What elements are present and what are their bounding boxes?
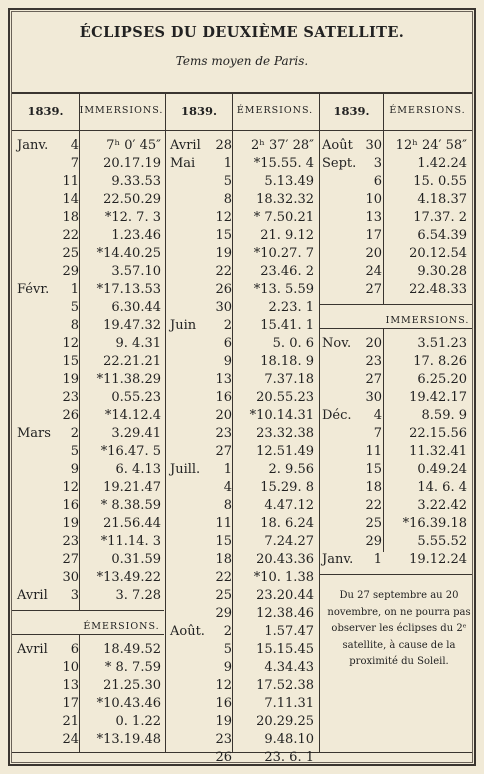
time-value: *12. 7. 3: [104, 210, 161, 225]
month-label: Déc.: [322, 408, 352, 423]
day-value: 13: [365, 210, 382, 225]
time-value: 3. 7.28: [115, 588, 161, 603]
time-value: 21.56.44: [103, 516, 161, 531]
day-value: 2: [223, 624, 232, 639]
day-value: 7: [373, 426, 382, 441]
month-label: Sept.: [322, 156, 357, 171]
time-value: 15.29. 8: [260, 480, 314, 495]
day-value: 13: [215, 372, 232, 387]
day-value: 12: [62, 336, 79, 351]
day-value: 1: [223, 462, 232, 477]
table-top-rule: [12, 92, 472, 94]
section-heading: IMMERSIONS.: [385, 315, 470, 326]
time-value: * 8.38.59: [100, 498, 161, 513]
day-value: 15: [62, 354, 79, 369]
time-value: 19.12.24: [409, 552, 467, 567]
day-value: 23: [215, 426, 232, 441]
section-heading: ÉMERSIONS.: [236, 105, 314, 116]
month-label: Avril: [17, 588, 48, 603]
time-value: 9. 4.31: [115, 336, 161, 351]
day-value: 16: [215, 390, 232, 405]
day-value: 22: [365, 498, 382, 513]
time-value: 19.42.17: [409, 390, 467, 405]
day-value: 6: [223, 336, 232, 351]
day-value: 26: [62, 408, 79, 423]
day-value: 26: [215, 750, 232, 765]
day-value: 3: [70, 588, 79, 603]
day-value: 12: [215, 678, 232, 693]
section-rule: [12, 634, 164, 635]
time-value: 18. 6.24: [260, 516, 314, 531]
month-label: Nov.: [322, 336, 352, 351]
time-value: 11.32.41: [409, 444, 467, 459]
day-value: 4: [223, 480, 232, 495]
day-value: 15: [215, 534, 232, 549]
time-value: 9.33.53: [111, 174, 161, 189]
day-value: 23: [365, 354, 382, 369]
section-divider: [383, 92, 384, 304]
section-rule: [320, 304, 472, 305]
time-value: 2.23. 1: [268, 300, 314, 315]
time-value: 3.57.10: [111, 264, 161, 279]
section-rule: [320, 328, 472, 329]
time-value: 17.37. 2: [413, 210, 467, 225]
day-value: 2: [70, 426, 79, 441]
time-value: 20.17.19: [103, 156, 161, 171]
time-value: 23.20.44: [256, 588, 314, 603]
month-label: Avril: [17, 642, 48, 657]
day-value: 12: [62, 480, 79, 495]
time-value: *14.40.25: [96, 246, 161, 261]
day-value: 22: [215, 264, 232, 279]
time-value: 2ʰ 37′ 28″: [250, 138, 314, 153]
section-heading: ÉMERSIONS.: [83, 621, 160, 632]
month-label: Févr.: [17, 282, 50, 297]
year-header: 1839.: [27, 104, 64, 118]
time-value: 8.59. 9: [421, 408, 467, 423]
time-value: 18.18. 9: [260, 354, 314, 369]
day-value: 25: [215, 588, 232, 603]
day-value: 9: [70, 462, 79, 477]
time-value: * 8. 7.59: [104, 660, 161, 675]
time-value: *10. 1.38: [253, 570, 314, 585]
time-value: 22.48.33: [409, 282, 467, 297]
time-value: 15. 0.55: [413, 174, 467, 189]
time-value: 0.55.23: [111, 390, 161, 405]
time-value: *10.14.31: [249, 408, 314, 423]
time-value: 12.51.49: [256, 444, 314, 459]
time-value: 1.23.46: [111, 228, 161, 243]
time-value: 12.38.46: [256, 606, 314, 621]
day-value: 2: [223, 318, 232, 333]
day-value: 8: [70, 318, 79, 333]
visibility-note: Du 27 septembre au 20 novembre, on ne pourra pas observer les éclipses du 2ᵉ satellite, à cause de la proximité du Soleil.: [327, 590, 471, 667]
day-value: 11: [62, 174, 79, 189]
section-heading: IMMERSIONS.: [79, 105, 164, 116]
page-subtitle: Tems moyen de Paris.: [175, 54, 309, 68]
day-value: 19: [215, 714, 232, 729]
time-value: 0.31.59: [111, 552, 161, 567]
day-value: 1: [223, 156, 232, 171]
day-value: 16: [62, 498, 79, 513]
day-value: 29: [215, 606, 232, 621]
time-value: 9.48.10: [264, 732, 314, 747]
time-value: 23.46. 2: [260, 264, 314, 279]
time-value: 4.34.43: [264, 660, 314, 675]
column-divider: [165, 92, 166, 752]
day-value: 4: [373, 408, 382, 423]
day-value: 29: [365, 534, 382, 549]
time-value: *16.47. 5: [100, 444, 161, 459]
day-value: 4: [70, 138, 79, 153]
time-value: *17.13.53: [96, 282, 161, 297]
day-value: 30: [365, 138, 382, 153]
time-value: 12ʰ 24′ 58″: [395, 138, 467, 153]
day-value: 18: [62, 210, 79, 225]
day-value: 1: [70, 282, 79, 297]
day-value: 19: [62, 516, 79, 531]
time-value: 3.22.42: [417, 498, 467, 513]
day-value: 5: [70, 300, 79, 315]
time-value: 18.49.52: [103, 642, 161, 657]
time-value: 6. 4.13: [115, 462, 161, 477]
day-value: 5: [223, 174, 232, 189]
year-header: 1839.: [180, 104, 217, 118]
time-value: 15.41. 1: [260, 318, 314, 333]
time-value: *16.39.18: [402, 516, 467, 531]
time-value: * 7.50.21: [253, 210, 314, 225]
time-value: 4.47.12: [264, 498, 314, 513]
time-value: 6.25.20: [417, 372, 467, 387]
day-value: 26: [215, 282, 232, 297]
day-value: 24: [365, 264, 382, 279]
day-value: 23: [215, 732, 232, 747]
day-value: 20: [365, 336, 382, 351]
time-value: 3.51.23: [417, 336, 467, 351]
day-value: 27: [365, 372, 382, 387]
time-value: 20.12.54: [409, 246, 467, 261]
section-divider: [79, 634, 80, 752]
day-value: 27: [365, 282, 382, 297]
time-value: 19.47.32: [103, 318, 161, 333]
time-value: 17.52.38: [256, 678, 314, 693]
day-value: 25: [365, 516, 382, 531]
time-value: 19.21.47: [103, 480, 161, 495]
column-divider: [319, 92, 320, 752]
time-value: 20.29.25: [256, 714, 314, 729]
day-value: 17: [62, 696, 79, 711]
month-label: Janv.: [17, 138, 49, 153]
time-value: 21.25.30: [103, 678, 161, 693]
time-value: 23.32.38: [256, 426, 314, 441]
day-value: 9: [223, 354, 232, 369]
time-value: 1.42.24: [417, 156, 467, 171]
note-rule: [320, 574, 472, 575]
time-value: 2. 9.56: [268, 462, 314, 477]
day-value: 5: [223, 642, 232, 657]
day-value: 30: [215, 300, 232, 315]
day-value: 18: [215, 552, 232, 567]
time-value: 22.21.21: [103, 354, 161, 369]
time-value: 7.11.31: [264, 696, 314, 711]
day-value: 6: [373, 174, 382, 189]
time-value: 5.55.52: [417, 534, 467, 549]
day-value: 20: [365, 246, 382, 261]
time-value: *10.43.46: [96, 696, 161, 711]
time-value: *14.12.4: [104, 408, 161, 423]
month-label: Août.: [170, 624, 205, 639]
day-value: 11: [365, 444, 382, 459]
time-value: *11.38.29: [96, 372, 161, 387]
day-value: 23: [62, 390, 79, 405]
day-value: 8: [223, 192, 232, 207]
day-value: 19: [62, 372, 79, 387]
day-value: 23: [62, 534, 79, 549]
day-value: 24: [62, 732, 79, 747]
day-value: 6: [70, 642, 79, 657]
time-value: 5. 0. 6: [272, 336, 314, 351]
time-value: 15.15.45: [256, 642, 314, 657]
time-value: 21. 9.12: [260, 228, 314, 243]
day-value: 15: [215, 228, 232, 243]
day-value: 7: [70, 156, 79, 171]
day-value: 20: [215, 408, 232, 423]
day-value: 22: [215, 570, 232, 585]
day-value: 12: [215, 210, 232, 225]
time-value: 17. 8.26: [413, 354, 467, 369]
day-value: 11: [215, 516, 232, 531]
day-value: 21: [62, 714, 79, 729]
month-label: Juin: [170, 318, 197, 333]
day-value: 27: [62, 552, 79, 567]
day-value: 30: [62, 570, 79, 585]
time-value: 7.24.27: [264, 534, 314, 549]
time-value: 4.18.37: [417, 192, 467, 207]
time-value: 7.37.18: [264, 372, 314, 387]
time-value: *11.14. 3: [100, 534, 161, 549]
time-value: *10.27. 7: [253, 246, 314, 261]
time-value: *15.55. 4: [253, 156, 314, 171]
day-value: 1: [373, 552, 382, 567]
time-value: 23. 6. 1: [264, 750, 314, 765]
time-value: *13. 5.59: [253, 282, 314, 297]
section-divider: [79, 92, 80, 610]
year-header: 1839.: [333, 104, 370, 118]
time-value: *13.19.48: [96, 732, 161, 747]
time-value: 14. 6. 4: [417, 480, 467, 495]
time-value: 22.15.56: [409, 426, 467, 441]
day-value: 28: [215, 138, 232, 153]
day-value: 27: [215, 444, 232, 459]
day-value: 8: [223, 498, 232, 513]
day-value: 10: [62, 660, 79, 675]
section-divider: [383, 328, 384, 552]
section-heading: ÉMERSIONS.: [389, 105, 466, 116]
time-value: 22.50.29: [103, 192, 161, 207]
day-value: 22: [62, 228, 79, 243]
page-title: ÉCLIPSES DU DEUXIÈME SATELLITE.: [79, 24, 405, 41]
day-value: 19: [215, 246, 232, 261]
day-value: 25: [62, 246, 79, 261]
day-value: 10: [365, 192, 382, 207]
month-label: Août: [322, 138, 353, 153]
day-value: 5: [70, 444, 79, 459]
month-label: Janv.: [322, 552, 354, 567]
time-value: *13.49.22: [96, 570, 161, 585]
day-value: 29: [62, 264, 79, 279]
time-value: 6.30.44: [111, 300, 161, 315]
time-value: 0.49.24: [417, 462, 467, 477]
month-label: Mars: [17, 426, 51, 441]
section-divider: [232, 92, 233, 752]
month-label: Mai: [170, 156, 196, 171]
day-value: 18: [365, 480, 382, 495]
time-value: 5.13.49: [264, 174, 314, 189]
time-value: 9.30.28: [417, 264, 467, 279]
day-value: 9: [223, 660, 232, 675]
table-head-rule: [12, 130, 472, 131]
time-value: 20.55.23: [256, 390, 314, 405]
day-value: 15: [365, 462, 382, 477]
time-value: 3.29.41: [111, 426, 161, 441]
time-value: 6.54.39: [417, 228, 467, 243]
month-label: Juill.: [170, 462, 201, 477]
day-value: 17: [365, 228, 382, 243]
time-value: 0. 1.22: [115, 714, 161, 729]
day-value: 14: [62, 192, 79, 207]
time-value: 7ʰ 0′ 45″: [106, 138, 161, 153]
day-value: 13: [62, 678, 79, 693]
time-value: 1.57.47: [264, 624, 314, 639]
day-value: 16: [215, 696, 232, 711]
time-value: 18.32.32: [256, 192, 314, 207]
section-rule: [12, 610, 164, 611]
day-value: 3: [373, 156, 382, 171]
time-value: 20.43.36: [256, 552, 314, 567]
day-value: 30: [365, 390, 382, 405]
month-label: Avril: [170, 138, 201, 153]
